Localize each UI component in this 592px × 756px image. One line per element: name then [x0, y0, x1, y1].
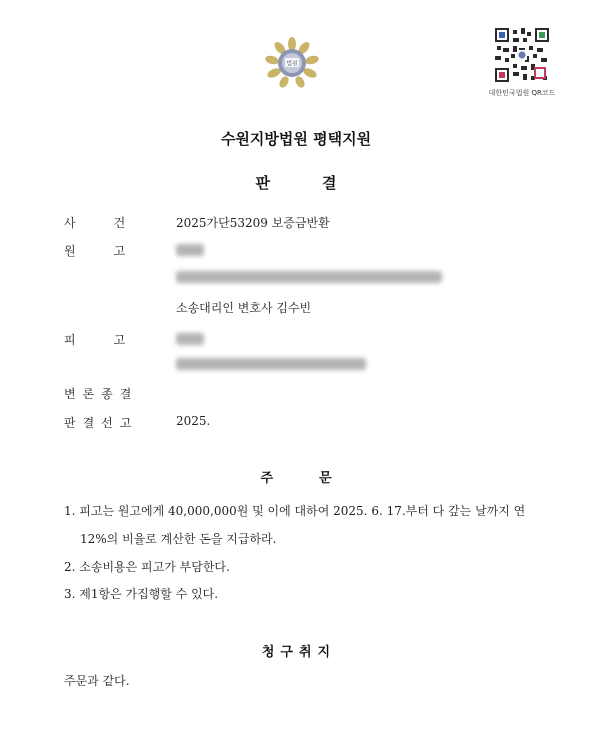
closing-label: 변론종결: [64, 387, 139, 401]
redacted-defendant-address: [176, 358, 366, 370]
court-name: 수원지방법원 평택지원: [220, 130, 372, 148]
case-label: 사건: [64, 216, 164, 230]
redacted-defendant-name: [176, 333, 204, 345]
order-line-2: 2. 소송비용은 피고가 부담한다.: [64, 560, 230, 574]
claim-text: 주문과 같다.: [64, 674, 130, 688]
order-line-1: 1. 피고는 원고에게 40,000,000원 및 이에 대하여 2025. 6. 17.부터 다 갚는 날까지 연: [64, 504, 526, 518]
qr-code-icon: [495, 28, 549, 82]
plaintiff-label: 원고: [64, 244, 164, 258]
svg-text:법원: 법원: [286, 60, 298, 68]
judgment-date-label: 판결선고: [64, 416, 139, 430]
court-emblem-icon: [262, 36, 322, 88]
qr-caption: 대한민국법원 QR코드: [488, 89, 556, 97]
case-value: 2025가단53209 보증금반환: [176, 216, 330, 230]
judgment-date-value: 2025.: [176, 414, 211, 428]
defendant-label: 피고: [64, 333, 164, 347]
claim-title: 청구취지: [261, 645, 337, 660]
attorney-value: 소송대리인 변호사 김수빈: [176, 301, 312, 315]
order-line-3: 3. 제1항은 가집행할 수 있다.: [64, 587, 219, 601]
redacted-plaintiff-name: [176, 244, 204, 256]
order-title: 주문: [260, 471, 378, 486]
order-line-1-continued: 12%의 비율로 계산한 돈을 지급하라.: [80, 532, 277, 546]
document-title: 판결: [255, 174, 389, 192]
redacted-plaintiff-address: [176, 271, 442, 283]
